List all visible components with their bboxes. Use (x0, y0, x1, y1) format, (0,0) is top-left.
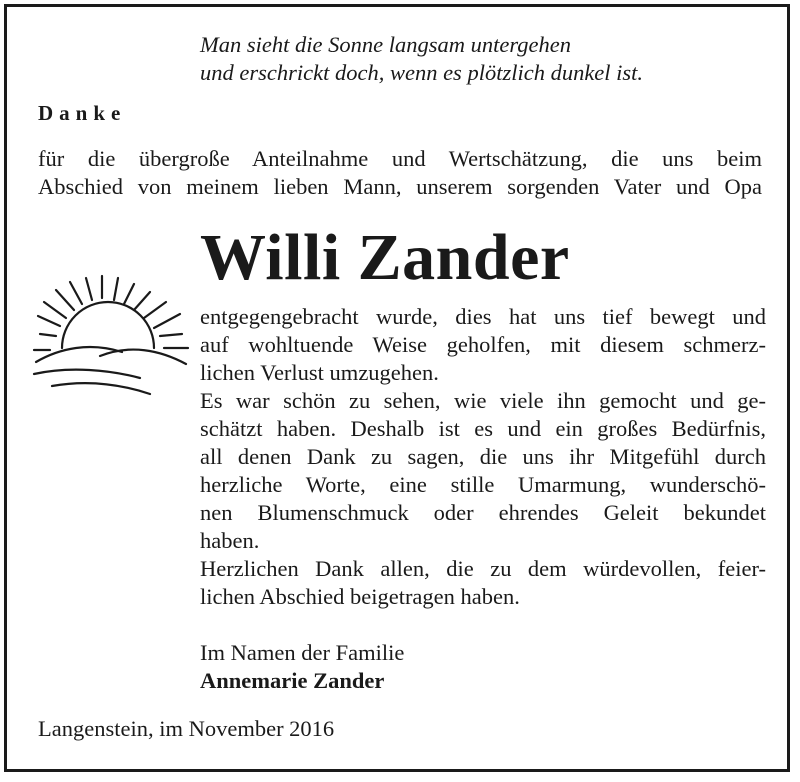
deceased-name: Willi Zander (200, 221, 570, 294)
body-line-5: schätzt haben. Deshalb ist es und ein großes Bedürfnis, (200, 416, 766, 441)
intro-line-2: Abschied von meinem lieben Mann, unserem sorgenden Vater und Opa (38, 174, 762, 199)
body-line-9: haben. (200, 528, 260, 553)
signature-line: Im Namen der Familie (200, 640, 405, 665)
body-line-4: Es war schön zu sehen, wie viele ihn gemocht und ge- (200, 388, 766, 413)
heading-danke: Danke (38, 101, 127, 125)
motto-line-1: Man sieht die Sonne langsam untergehen (200, 32, 571, 57)
body-line-2: auf wohltuende Weise geholfen, mit diesem schmerz- (200, 332, 766, 357)
body-line-6: all denen Dank zu sagen, die uns ihr Mitgefühl durch (200, 444, 766, 469)
body-line-10: Herzlichen Dank allen, die zu dem würdevollen, feier- (200, 556, 766, 581)
body-line-1: entgegengebracht wurde, dies hat uns tief bewegt und (200, 304, 766, 329)
body-line-8: nen Blumenschmuck oder ehrendes Geleit bekundet (200, 500, 766, 525)
motto-line-2: und erschrickt doch, wenn es plötzlich dunkel ist. (200, 60, 644, 85)
sunset-icon (30, 272, 192, 398)
intro-line-1: für die übergroße Anteilnahme und Wertschätzung, die uns beim (38, 146, 762, 171)
signature-name: Annemarie Zander (200, 668, 385, 693)
body-line-3: lichen Verlust umzugehen. (200, 360, 439, 385)
body-line-11: lichen Abschied beigetragen haben. (200, 584, 520, 609)
place-date: Langenstein, im November 2016 (38, 716, 335, 741)
body-line-7: herzliche Worte, eine stille Umarmung, wunderschö- (200, 472, 766, 497)
